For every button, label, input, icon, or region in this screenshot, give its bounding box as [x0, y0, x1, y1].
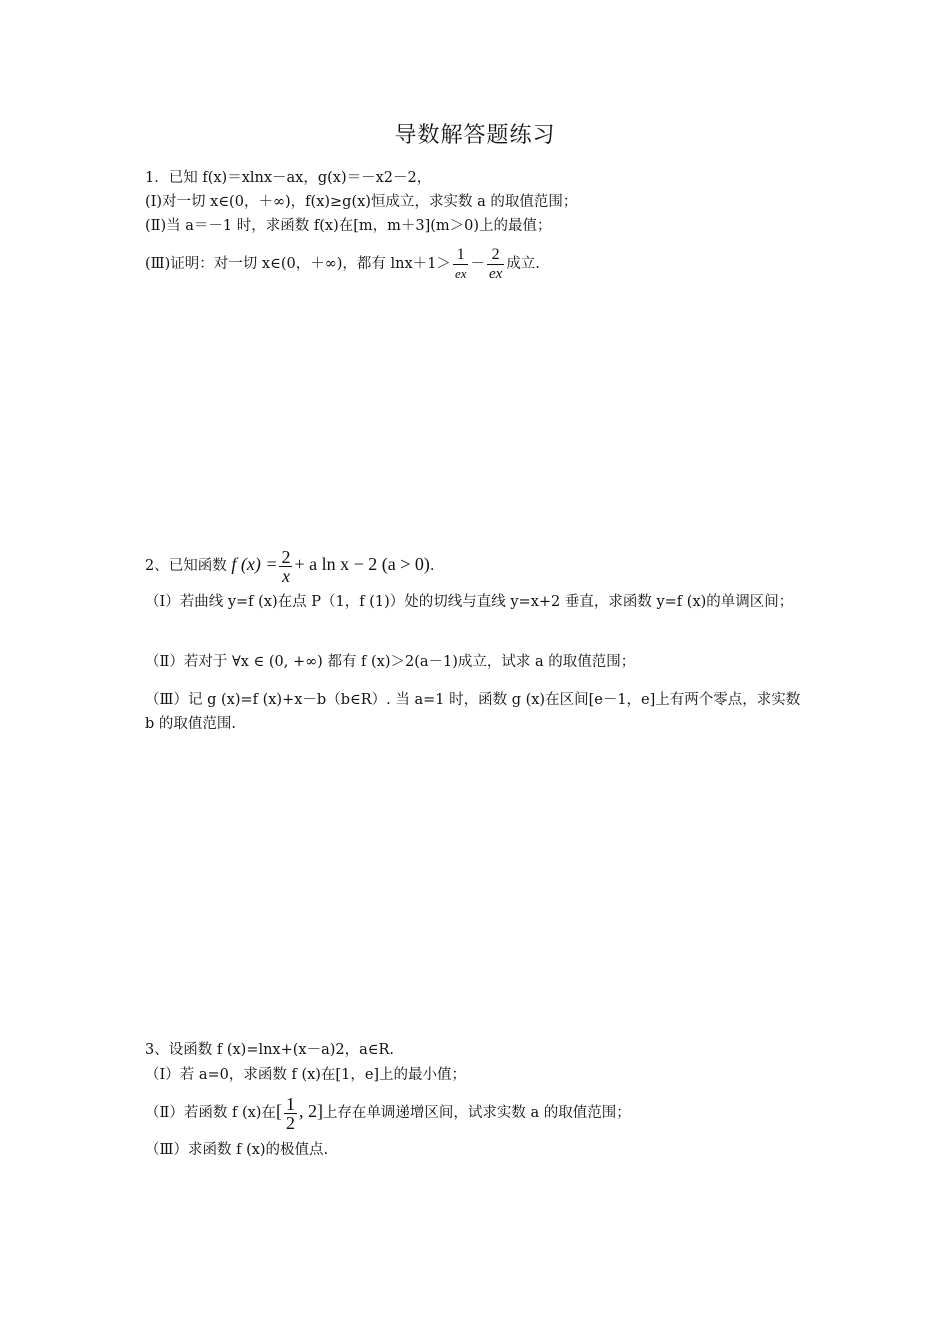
problem-3-part-2-suffix: 上存在单调递增区间，试求实数 a 的取值范围；: [322, 1105, 631, 1121]
problem-2-part-2: （Ⅱ）若对于 ∀x ∈ (0, +∞) 都有 f (x)＞2(a－1)成立，试求 a 的取值范围；: [145, 654, 636, 670]
fraction-denominator: ex: [488, 265, 503, 282]
problem-2-part-1: （Ⅰ）若曲线 y=f (x)在点 P（1，f (1)）处的切线与直线 y=x+2 垂直，求函数 y=f (x)的单调区间；: [145, 594, 794, 610]
problem-3-part-2-prefix: （Ⅱ）若函数 f (x)在: [145, 1105, 276, 1121]
fraction-two-over-x: [279, 548, 292, 585]
problem-3-number: 3、: [145, 1042, 169, 1058]
fraction-numerator: 2: [491, 245, 500, 263]
interval-open-bracket: [: [275, 1101, 282, 1121]
problem-3-intro: [145, 1038, 810, 1062]
problem-3-part-2: [145, 1090, 810, 1134]
fraction-denominator: x: [279, 566, 292, 585]
problem-1-part-3: [145, 244, 810, 284]
problem-1-part-3-suffix: 成立.: [506, 256, 540, 272]
fraction-denominator: 2: [285, 1112, 295, 1133]
page-title: 导数解答题练习: [394, 123, 556, 148]
fraction-numerator: 1: [285, 1093, 295, 1114]
problem-2-part-3: （Ⅲ）记 g (x)=f (x)+x－b（b∈R）. 当 a=1 时，函数 g (x)在区间[e－1，e]上有两个零点，求实数 b 的取值范围.: [145, 692, 801, 732]
problem-3-part-1: （Ⅰ）若 a=0，求函数 f (x)在[1，e]上的最小值；: [145, 1067, 467, 1083]
minus-sign: －: [470, 256, 485, 272]
function-rhs: + a ln x − 2 (a > 0): [294, 554, 430, 574]
fraction-one-over-e-x: [453, 246, 469, 283]
problem-2-intro-prefix: 已知函数: [168, 558, 227, 574]
problem-1-number: 1．: [145, 170, 169, 186]
problem-1-intro-text: 已知 f(x)＝xlnx－ax，g(x)＝－x2－2，: [168, 170, 432, 186]
problem-3-part-3: （Ⅲ）求函数 f (x)的极值点.: [145, 1142, 329, 1158]
problem-2-number: 2、: [145, 558, 169, 574]
problem-1-part-3-prefix: (Ⅲ)证明：对一切 x∈(0，＋∞)，都有 lnx＋1＞: [145, 256, 451, 272]
interval-close: , 2]: [298, 1101, 323, 1121]
problem-3-intro-text: 设函数 f (x)=lnx+(x－a)2，a∈R.: [168, 1042, 395, 1058]
fraction-numerator: 1: [456, 245, 465, 263]
problem-2-intro: [145, 542, 810, 588]
problem-2-intro-suffix: .: [429, 558, 435, 574]
fraction-denominator: ex: [454, 265, 467, 281]
fraction-one-half: [284, 1095, 297, 1132]
problem-1-part-2: (Ⅱ)当 a＝－1 时，求函数 f(x)在[m，m＋3](m＞0)上的最值；: [145, 218, 552, 234]
problem-1-part-1: (Ⅰ)对一切 x∈(0，＋∞)，f(x)≥g(x)恒成立，求实数 a 的取值范围；: [145, 194, 578, 210]
function-lhs: f (x) =: [231, 554, 278, 574]
fraction-two-over-ex: [487, 246, 504, 283]
fraction-numerator: 2: [281, 546, 291, 567]
problem-1-intro: [145, 166, 810, 190]
